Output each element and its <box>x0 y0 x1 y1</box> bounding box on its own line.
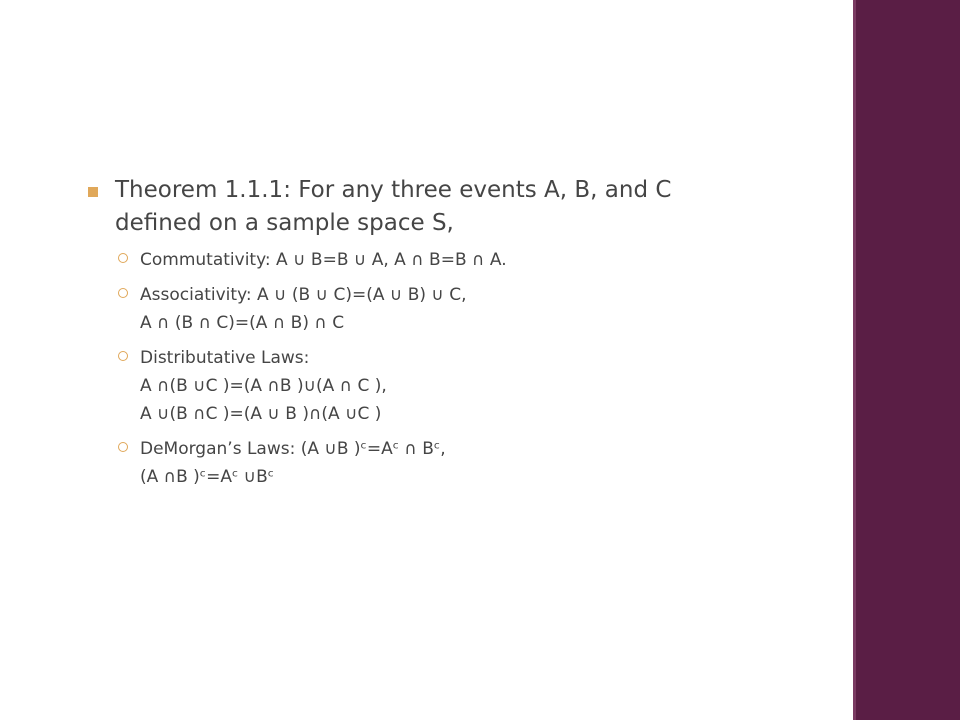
property-line: (A ∩B )ᶜ=Aᶜ ∪Bᶜ <box>140 467 275 487</box>
circle-bullet-icon <box>118 442 128 452</box>
property-line: A ∩(B ∪C )=(A ∩B )∪(A ∩ C ), <box>140 376 387 396</box>
property-line: A ∩ (B ∩ C)=(A ∩ B) ∩ C <box>140 313 345 333</box>
property-demorgan <box>86 435 826 491</box>
slide-content <box>86 174 826 498</box>
circle-bullet-icon <box>118 351 128 361</box>
property-line: Distributative Laws: <box>140 348 310 368</box>
circle-bullet-icon <box>118 253 128 263</box>
theorem-line-1: Theorem 1.1.1: For any three events A, B, and C <box>115 177 672 203</box>
property-distributive <box>86 344 826 428</box>
square-bullet-icon <box>88 187 98 197</box>
property-line: A ∪(B ∩C )=(A ∪ B )∩(A ∪C ) <box>140 404 382 424</box>
property-line: DeMorgan’s Laws: (A ∪B )ᶜ=Aᶜ ∩ Bᶜ, <box>140 439 446 459</box>
circle-bullet-icon <box>118 288 128 298</box>
theorem-text <box>115 174 826 240</box>
decorative-side-panel <box>853 0 960 720</box>
theorem-line-2: defined on a sample space S, <box>115 210 454 236</box>
theorem-bullet-item <box>86 174 826 240</box>
property-commutativity <box>86 246 826 274</box>
properties-list <box>86 246 826 491</box>
property-line: Commutativity: A ∪ B=B ∪ A, A ∩ B=B ∩ A. <box>140 250 507 270</box>
property-associativity <box>86 281 826 337</box>
property-line: Associativity: A ∪ (B ∪ C)=(A ∪ B) ∪ C, <box>140 285 467 305</box>
